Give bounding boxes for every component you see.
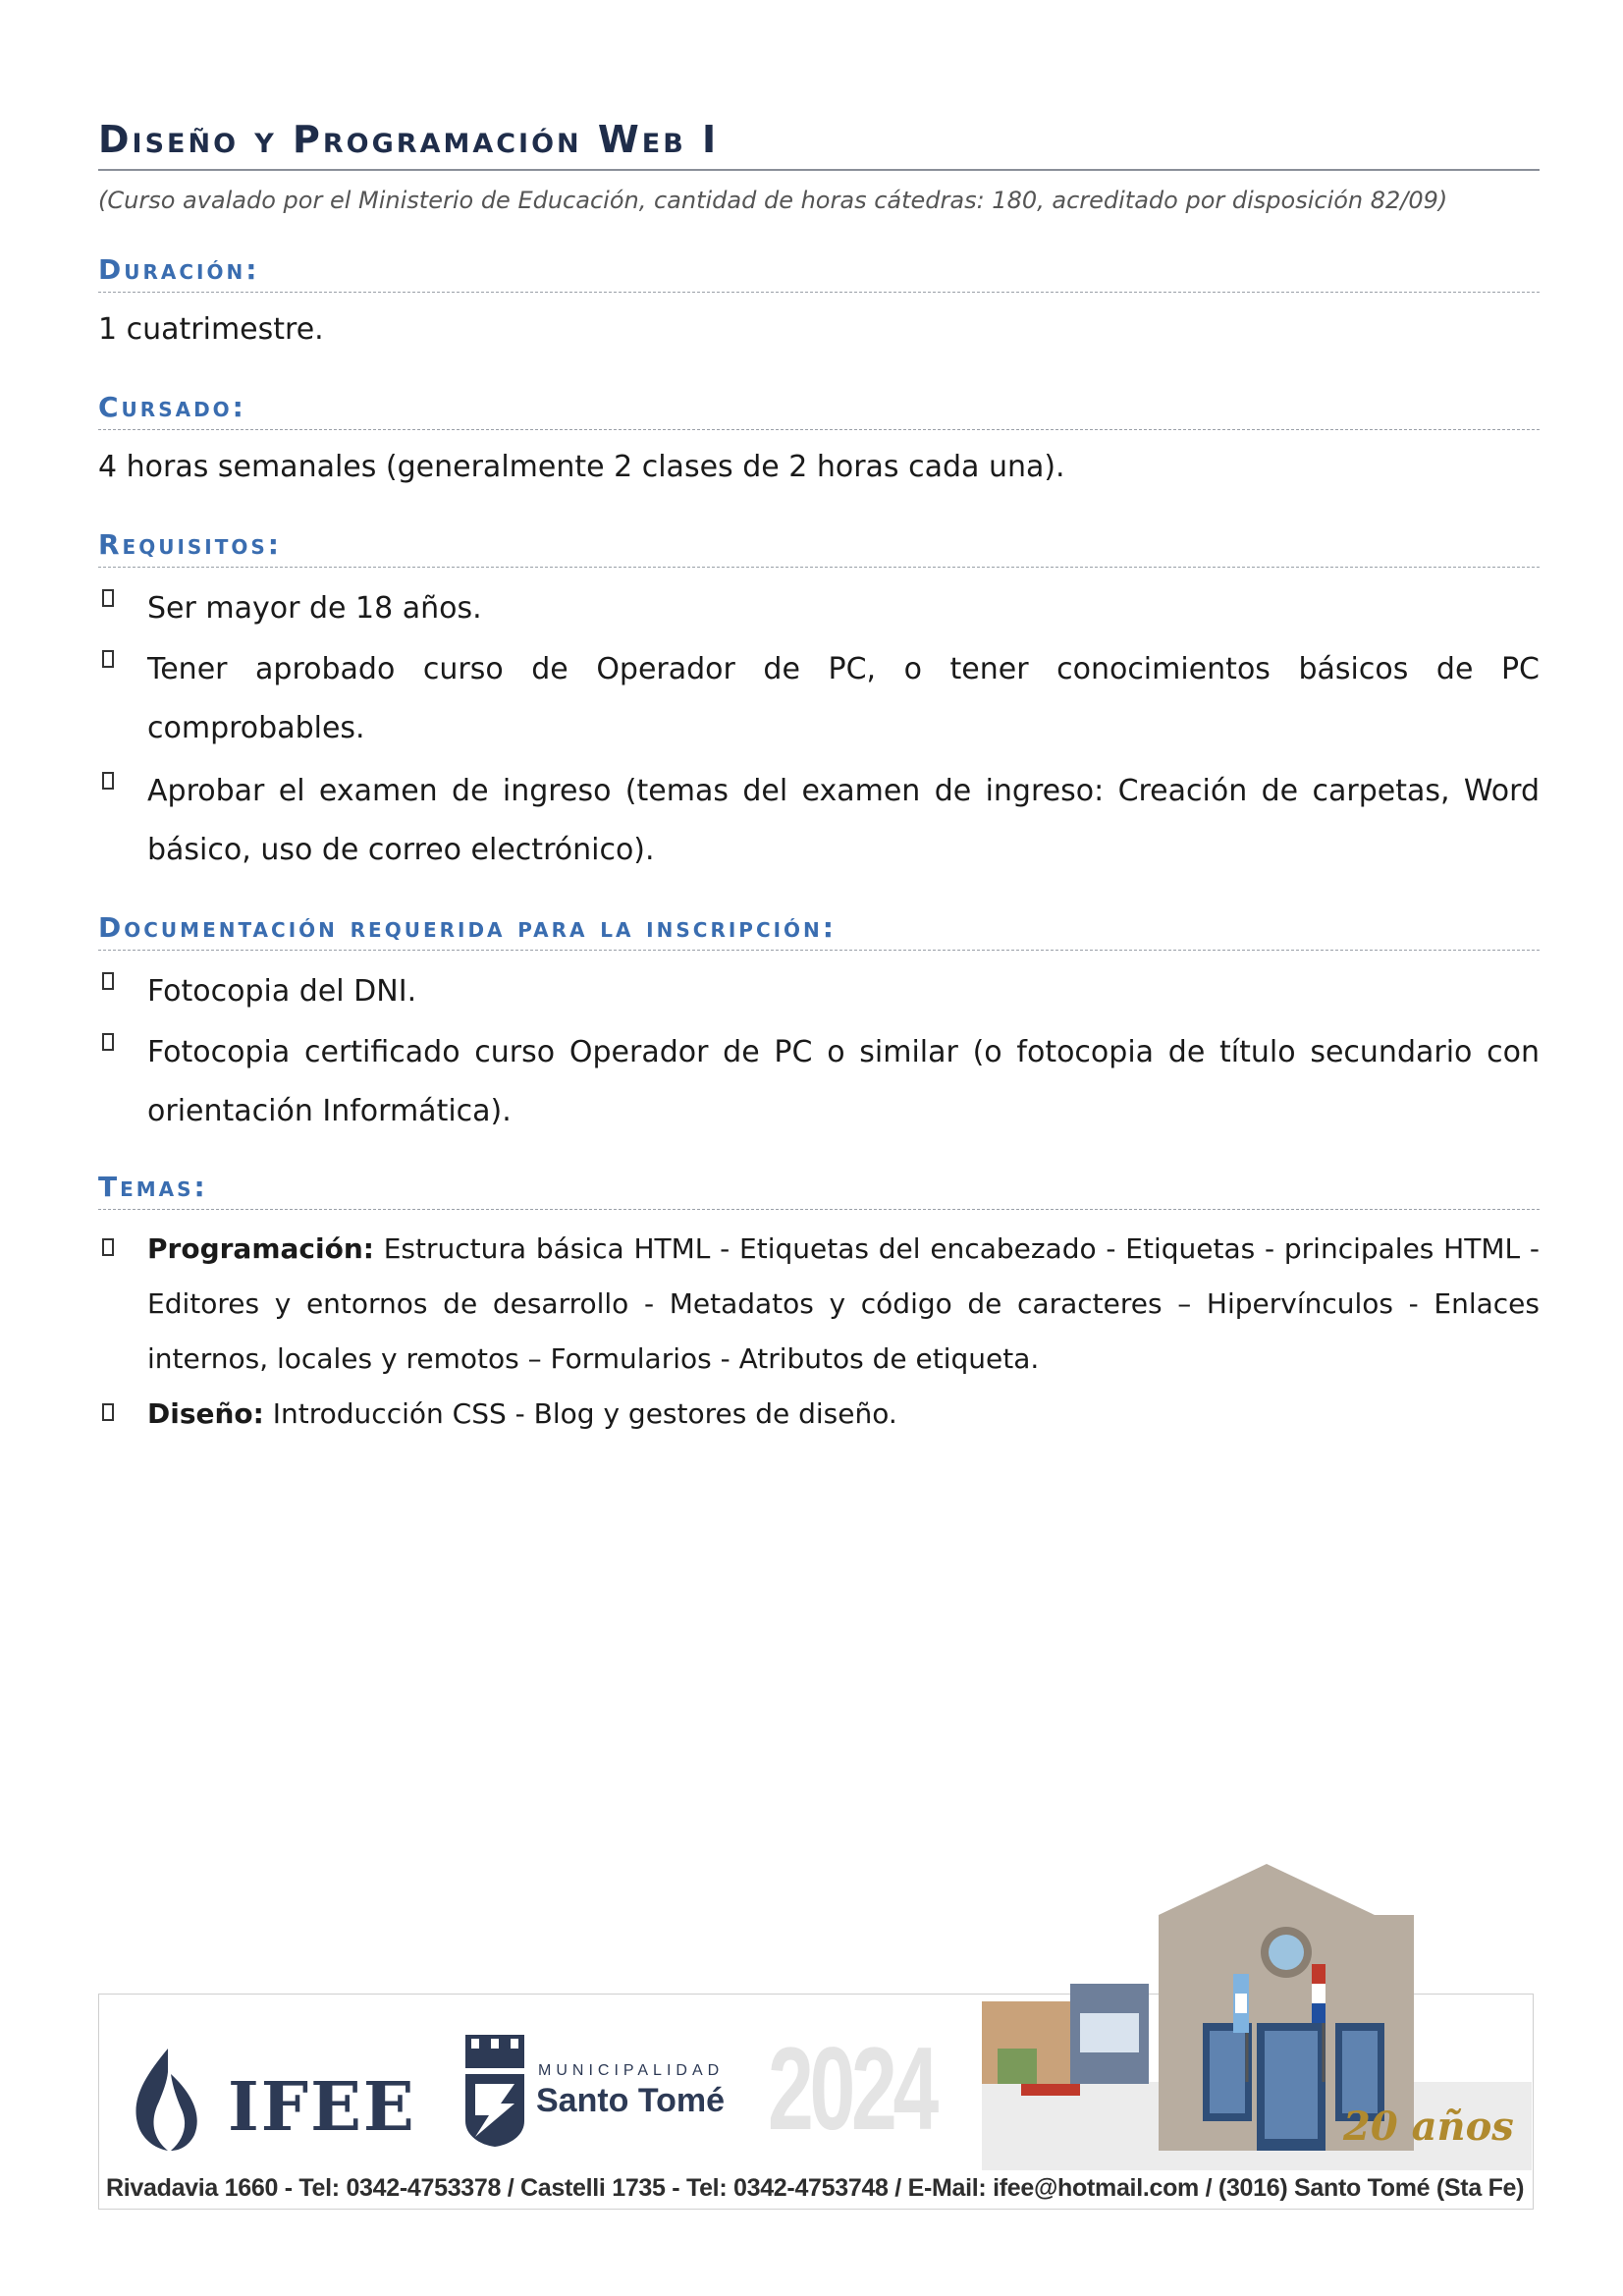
list-item: Tener aprobado curso de Operador de PC, o tener conocimientos básicos de PC comprobables. bbox=[98, 640, 1540, 758]
topic-text: Introducción CSS - Blog y gestores de diseño. bbox=[263, 1397, 897, 1430]
course-accreditation: (Curso avalado por el Ministerio de Educación, cantidad de horas cátedras: 180, acreditado por disposición 82/09) bbox=[98, 187, 1448, 214]
list-item: Ser mayor de 18 años. bbox=[98, 579, 1540, 638]
municipalidad-label: MUNICIPALIDAD bbox=[538, 2062, 725, 2079]
topic-label: Diseño: bbox=[147, 1397, 264, 1430]
list-item: Aprobar el examen de ingreso (temas del examen de ingreso: Creación de carpetas, Word básico, uso de correo electrónico). bbox=[98, 762, 1540, 880]
bullet-icon bbox=[102, 589, 114, 607]
bullet-icon bbox=[102, 772, 114, 790]
list-item: Fotocopia del DNI. bbox=[98, 962, 1540, 1021]
bullet-icon bbox=[102, 650, 114, 668]
list-item: Fotocopia certificado curso Operador de PC o similar (o fotocopia de título secundario con orientación Informática). bbox=[98, 1023, 1540, 1141]
bullet-icon bbox=[102, 1033, 114, 1051]
topic-label: Programación: bbox=[147, 1232, 374, 1265]
santo-tome-crest-icon bbox=[461, 2031, 528, 2149]
footer-contact: Rivadavia 1660 - Tel: 0342-4753378 / Castelli 1735 - Tel: 0342-4753748 / E-Mail: ifee@hotmail.com / (3016) Santo Tomé (Sta Fe) bbox=[106, 2174, 1525, 2202]
list-item bbox=[98, 1222, 1540, 1387]
municipalidad-name: Santo Tomé bbox=[536, 2082, 726, 2119]
cursado-text: 4 horas semanales (generalmente 2 clases de 2 horas cada una). bbox=[98, 450, 1065, 484]
ifee-logo-text: IFEE bbox=[228, 2068, 416, 2147]
page-title: Diseño y Programación Web I bbox=[98, 118, 1540, 171]
bullet-icon bbox=[102, 1403, 114, 1421]
topic-text: Estructura básica HTML - Etiquetas del encabezado - Etiquetas - principales HTML - Editores y entornos de desarrollo - Metadatos y código de caracteres – Hipervínculos - Enlaces internos, locales y remotos – Formularios - Atributos de etiqueta. bbox=[147, 1232, 1540, 1375]
heading-duracion: Duración: bbox=[98, 253, 1540, 293]
heading-cursado: Cursado: bbox=[98, 391, 1540, 430]
duracion-text: 1 cuatrimestre. bbox=[98, 312, 324, 347]
heading-requisitos: Requisitos: bbox=[98, 528, 1540, 568]
heading-documentacion: Documentación requerida para la inscripción: bbox=[98, 911, 1540, 951]
ifee-flame-icon bbox=[124, 2045, 212, 2155]
heading-temas: Temas: bbox=[98, 1171, 1540, 1210]
year-label: 2024 bbox=[768, 2023, 936, 2155]
list-item bbox=[98, 1387, 1540, 1442]
bullet-icon bbox=[102, 1238, 114, 1256]
bullet-icon bbox=[102, 972, 114, 990]
footer-banner bbox=[98, 1856, 1540, 2219]
anniversary-badge: 20 años bbox=[1343, 2104, 1514, 2150]
